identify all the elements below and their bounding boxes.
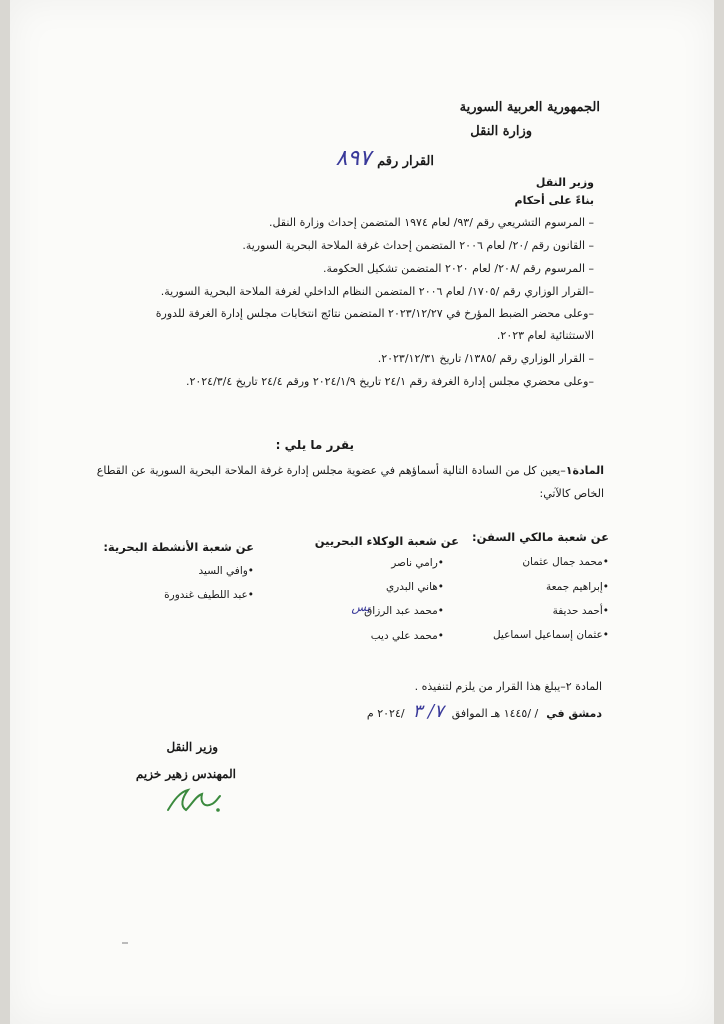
- list-item: •عبد اللطيف غندورة: [164, 589, 254, 601]
- date-hijri: / /١٤٤٥ هـ الموافق: [451, 707, 539, 720]
- based-on-label: بناءً على أحكام: [514, 194, 594, 207]
- date-gregorian: /٢٠٢٤ م: [366, 707, 405, 720]
- decision-label: القرار رقم: [377, 154, 434, 169]
- clause-3: – المرسوم رقم /٢٠٨/ لعام ٢٠٢٠ المتضمن تشكيل الحكومة.: [322, 262, 594, 275]
- decision-number: ٨٩٧: [335, 146, 372, 171]
- clause-6: – القرار الوزاري رقم /١٣٨٥/ تاريخ ٢٠٢٣/١٢/٣١.: [377, 352, 594, 365]
- date-handwritten: ٧/ ٣: [412, 701, 444, 722]
- article-1-text: –يعين كل من السادة التالية أسماؤهم في عضوية مجلس إدارة غرفة الملاحة البحرية السورية عن القطاع: [96, 464, 566, 477]
- article-1: [97, 464, 604, 478]
- list-item: •محمد جمال عثمان: [522, 556, 609, 568]
- article-1-cont: الخاص كالآتي:: [539, 487, 604, 500]
- signature-title: وزير النقل: [166, 740, 218, 754]
- list-item: •رامي ناصر: [391, 557, 444, 569]
- list-item: •وافي السيد: [198, 565, 254, 577]
- clause-1: – المرسوم التشريعي رقم /٩٣/ لعام ١٩٧٤ المتضمن إحداث وزارة النقل.: [268, 216, 594, 229]
- clause-4: –القرار الوزاري رقم /١٧٠٥/ لعام ٢٠٠٦ المتضمن النظام الداخلي لغرفة الملاحة البحرية السورية.: [160, 285, 594, 298]
- list-item: •أحمد حديفة: [552, 605, 609, 617]
- date-line: [366, 701, 602, 722]
- clause-5-cont: الاستثنائية لعام ٢٠٢٣.: [496, 329, 594, 342]
- scan-mark: [122, 942, 128, 944]
- column-activities-title: عن شعبة الأنشطة البحرية:: [103, 540, 254, 554]
- decides-heading: يقرر ما يلي :: [275, 438, 354, 452]
- list-item: •عثمان إسماعيل اسماعيل: [492, 629, 609, 641]
- list-item: •محمد عبد الرزاق: [364, 605, 444, 617]
- article-2: المادة ٢–يبلغ هذا القرار من يلزم لتنفيذه .: [414, 680, 602, 693]
- signature-name: المهندس زهير خزيم: [135, 767, 236, 781]
- column-agents-title: عن شعبة الوكلاء البحريين: [314, 534, 459, 548]
- clause-5: –وعلى محضر الضبط المؤرخ في ٢٠٢٣/١٢/٢٧ المتضمن نتائج انتخابات مجلس إدارة الغرفة للدورة: [155, 307, 594, 320]
- column-ship-owners-title: عن شعبة مالكي السفن:: [472, 530, 609, 544]
- date-place: دمشق في: [546, 707, 602, 720]
- clause-2: – القانون رقم /٢٠/ لعام ٢٠٠٦ المتضمن إحداث غرفة الملاحة البحرية السورية.: [242, 239, 594, 252]
- list-item: •إبراهيم جمعة: [545, 581, 609, 593]
- article-1-label: المادة١: [565, 464, 604, 477]
- list-item: •محمد علي ديب: [370, 630, 444, 642]
- list-item: •هاني البدري: [385, 581, 444, 593]
- country-name: الجمهورية العربية السورية: [459, 100, 600, 115]
- minister-intro: وزير النقل: [535, 176, 594, 189]
- clause-7: –وعلى محضري مجلس إدارة الغرفة رقم ٢٤/١ تاريخ ٢٠٢٤/١/٩ ورقم ٢٤/٤ تاريخ ٢٠٢٤/٣/٤.: [185, 375, 594, 388]
- decision-title: [336, 146, 434, 171]
- ministry-name: وزارة النقل: [470, 124, 532, 139]
- document-page: [10, 0, 714, 1024]
- initial-mark: ﻳﺲ: [351, 600, 370, 614]
- signature-scribble: [160, 780, 230, 820]
